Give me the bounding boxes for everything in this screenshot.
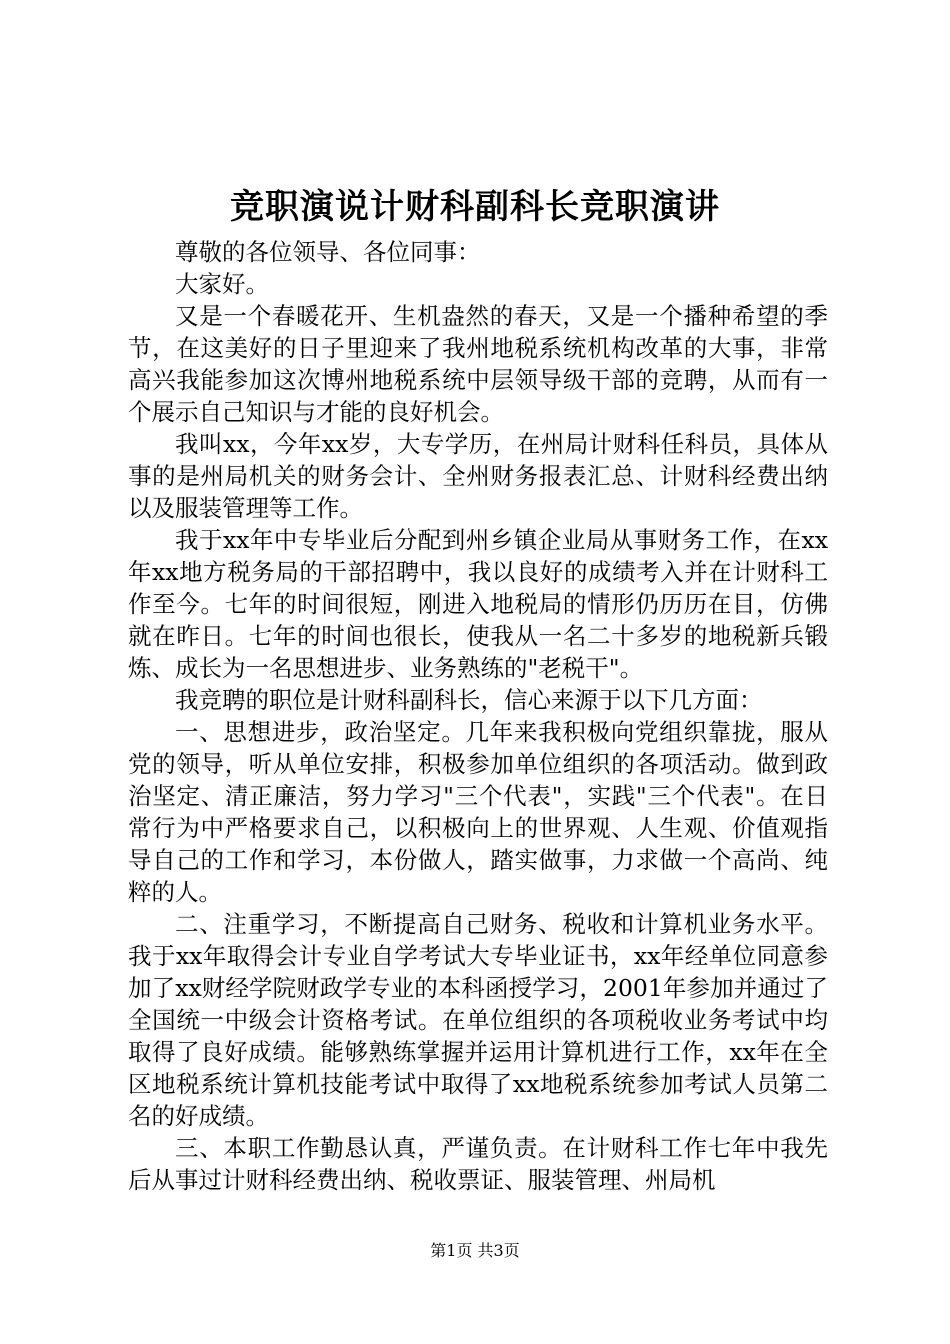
page-footer: 第1页 共3页	[430, 1241, 520, 1260]
paragraph: 我叫xx，今年xx岁，大专学历，在州局计财科任科员，具体从事的是州局机关的财务会计、全州财务报表汇总、计财科经费出纳以及服装管理等工作。	[128, 430, 828, 522]
paragraph: 三、本职工作勤恳认真，严谨负责。在计财科工作七年中我先后从事过计财科经费出纳、税收票证、服装管理、州局机	[128, 1134, 828, 1194]
paragraph: 我竞聘的职位是计财科副科长，信心来源于以下几方面：	[175, 686, 763, 714]
document-title: 竞职演说计财科副科长竞职演讲	[230, 187, 720, 227]
paragraph-salutation: 尊敬的各位领导、各位同事：	[175, 238, 481, 266]
paragraph: 我于xx年中专毕业后分配到州乡镇企业局从事财务工作，在xx年xx地方税务局的干部招聘中，我以良好的成绩考入并在计财科工作至今。七年的时间很短，刚进入地税局的情形仍历历在目，仿佛就在昨日。七年的时间也很长，使我从一名二十多岁的地税新兵锻炼、成长为一名思想进步、业务熟练的"老税干"。	[128, 526, 828, 682]
document-body	[128, 236, 828, 1196]
paragraph: 一、思想进步，政治坚定。几年来我积极向党组织靠拢，服从党的领导，听从单位安排，积极参加单位组织的各项活动。做到政治坚定、清正廉洁，努力学习"三个代表"，实践"三个代表"。在日常行为中严格要求自己，以积极向上的世界观、人生观、价值观指导自己的工作和学习，本份做人，踏实做事，力求做一个高尚、纯粹的人。	[128, 718, 828, 906]
paragraph: 又是一个春暖花开、生机盎然的春天，又是一个播种希望的季节，在这美好的日子里迎来了我州地税系统机构改革的大事，非常高兴我能参加这次博州地税系统中层领导级干部的竞聘，从而有一个展示自己知识与才能的良好机会。	[128, 302, 828, 426]
paragraph: 二、注重学习，不断提高自己财务、税收和计算机业务水平。我于xx年取得会计专业自学考试大专毕业证书，xx年经单位同意参加了xx财经学院财政学专业的本科函授学习，2001年参加并通过了全国统一中级会计资格考试。在单位组织的各项税收业务考试中均取得了良好成绩。能够熟练掌握并运用计算机进行工作，xx年在全区地税系统计算机技能考试中取得了xx地税系统参加考试人员第二名的好成绩。	[128, 910, 828, 1130]
paragraph-greeting: 大家好。	[175, 270, 269, 298]
